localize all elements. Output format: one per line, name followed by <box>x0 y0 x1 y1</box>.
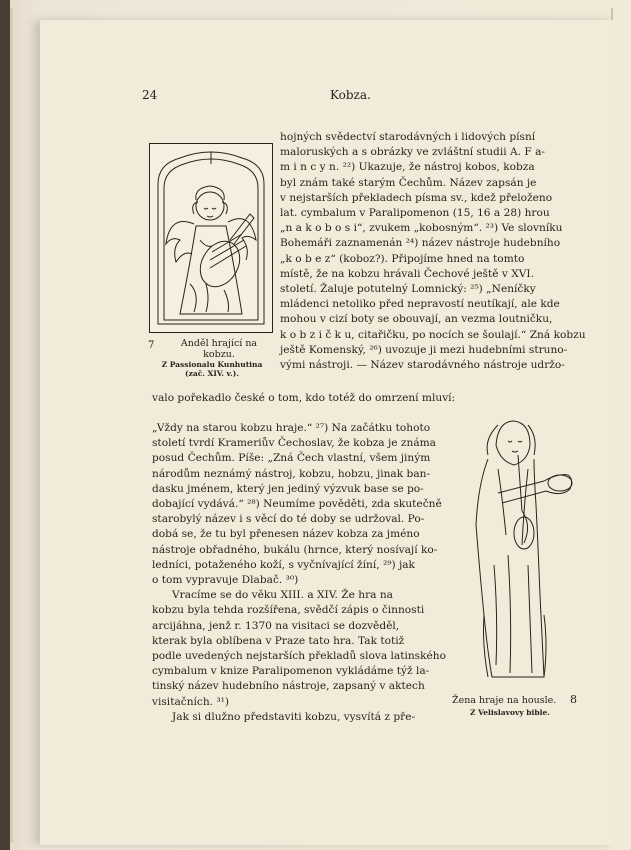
figure-7-number: 7 <box>148 340 155 351</box>
text-line: místě, že na kobzu hrávali Čechové ještě v XVI. <box>280 267 534 280</box>
text-line: ještě Komenský, ²⁶) uvozuje ji mezi hudebními struno- <box>280 343 568 356</box>
text-line: visitačních. ³¹) <box>152 695 230 708</box>
text-line: dasku jménem, který jen jediný výzvuk base se po- <box>152 482 424 495</box>
text-line: k o b z i č k u, citařičku, po nocích se šoulají.“ Zná kobzu <box>280 328 586 341</box>
figure-7-angel-illustration <box>149 143 273 333</box>
text-line: o tom vypravuje Dlabač. ³⁰) <box>152 574 299 587</box>
text-line: posud Čechům. Píše: „Zná Čech vlastní, všem jiným <box>152 452 431 465</box>
text-line: cymbalum v knize Paralipomenon vykládáme týž la- <box>152 665 430 678</box>
figure-7-title-line2: kobzu. <box>203 349 235 360</box>
text-line: starobylý název i s věcí do té doby se udržoval. Po- <box>152 513 425 526</box>
figure-7-title-line1: Anděl hrající na <box>180 338 258 349</box>
figure-7-caption <box>148 338 276 378</box>
text-line: tinský název hudebního nástroje, zapsaný v aktech <box>152 680 425 693</box>
text-line: dobající vydává.“ ²⁸) Neumíme pověděti, zda skutečně <box>152 498 442 511</box>
figure-8-woman-illustration <box>458 415 578 685</box>
text-line: „Vždy na starou kobzu hraje.“ ²⁷) Na začátku tohoto <box>152 422 431 434</box>
body-text-middle <box>152 421 447 725</box>
text-line: Bohemáři zaznamenán ²⁴) název nástroje hudebního <box>280 237 561 250</box>
text-line: byl znám také starým Čechům. Název zapsán je <box>280 176 537 189</box>
text-line: „n a k o b o s i“, zvukem „kobosným“. ²³) Ve slovníku <box>280 222 563 235</box>
page-number: 24 <box>142 88 158 102</box>
page-header <box>0 88 631 108</box>
text-line: hojných svědectví starodávných i lidových písní <box>280 131 536 143</box>
text-line: maloruských a s obrázky ve zvláštní studii A. F a- <box>280 146 545 159</box>
text-line: podle uvedených nejstarších překladů slova latinského <box>152 650 447 663</box>
text-line: valo pořekadlo české o tom, kdo totéž do omrzení mluví: <box>152 392 456 404</box>
woman-violin-drawing-icon <box>458 415 578 685</box>
body-text-full <box>152 391 558 406</box>
text-line: vými nástroji. — Název starodávného nástroje udržo- <box>280 359 565 372</box>
text-line: lat. cymbalum v Paralipomenon (15, 16 a 28) hrou <box>280 207 550 220</box>
figure-8-number: 8 <box>570 693 577 706</box>
text-line: mládenci netoliko před nepravostí neutíkají, ale kde <box>280 298 560 311</box>
text-line: „k o b e z“ (koboz?). Připojíme hned na tomto <box>280 252 525 265</box>
text-line: v nejstarších překladech písma sv., kdež přeloženo <box>280 191 553 204</box>
text-line: m i n c y n. ²²) Ukazuje, že nástroj kobos, kobza <box>280 161 535 174</box>
text-line: ledníci, potaženého koží, s vyčnívající žíní, ²⁹) jak <box>152 558 415 571</box>
figure-7-source-line1: Z Passionalu Kunhutina <box>161 360 263 369</box>
text-line: národům neznámý nástroj, kobzu, hobzu, jinak ban- <box>152 467 431 480</box>
figure-8-title: Žena hraje na housle. <box>452 695 557 706</box>
text-line: století. Žaluje potutelný Lomnický: ²⁵) „Neníčky <box>280 283 536 296</box>
text-line: nástroje obřadného, bukálu (hrnce, který nosívají ko- <box>152 543 438 556</box>
text-line: století tvrdí Krameriův Čechoslav, že kobza je známa <box>152 437 436 450</box>
text-line: kobzu byla tehda rozšířena, svědčí zápis o činnosti <box>152 604 425 617</box>
text-line: dobá se, že tu byl přenesen název kobza za jméno <box>152 528 420 541</box>
body-text-top <box>280 130 586 373</box>
angel-drawing-icon <box>150 144 272 332</box>
text-line: Vracíme se do věku XIII. a XIV. Že hra na <box>172 589 393 602</box>
text-line: kterak byla oblíbena v Praze tato hra. Tak totiž <box>152 634 405 647</box>
figure-8-source: Z Velislavovy bible. <box>470 708 550 717</box>
text-line: Jak si dlužno představiti kobzu, vysvítá z pře- <box>172 710 416 723</box>
figure-7-source-line2: (zač. XIV. v.). <box>185 369 239 378</box>
text-line: arcijáhna, jenž r. 1370 na visitaci se dozvěděl, <box>152 619 400 632</box>
running-title: Kobza. <box>330 88 371 102</box>
text-line: mohou v cizí boty se obouvají, an vezma loutničku, <box>280 313 553 326</box>
